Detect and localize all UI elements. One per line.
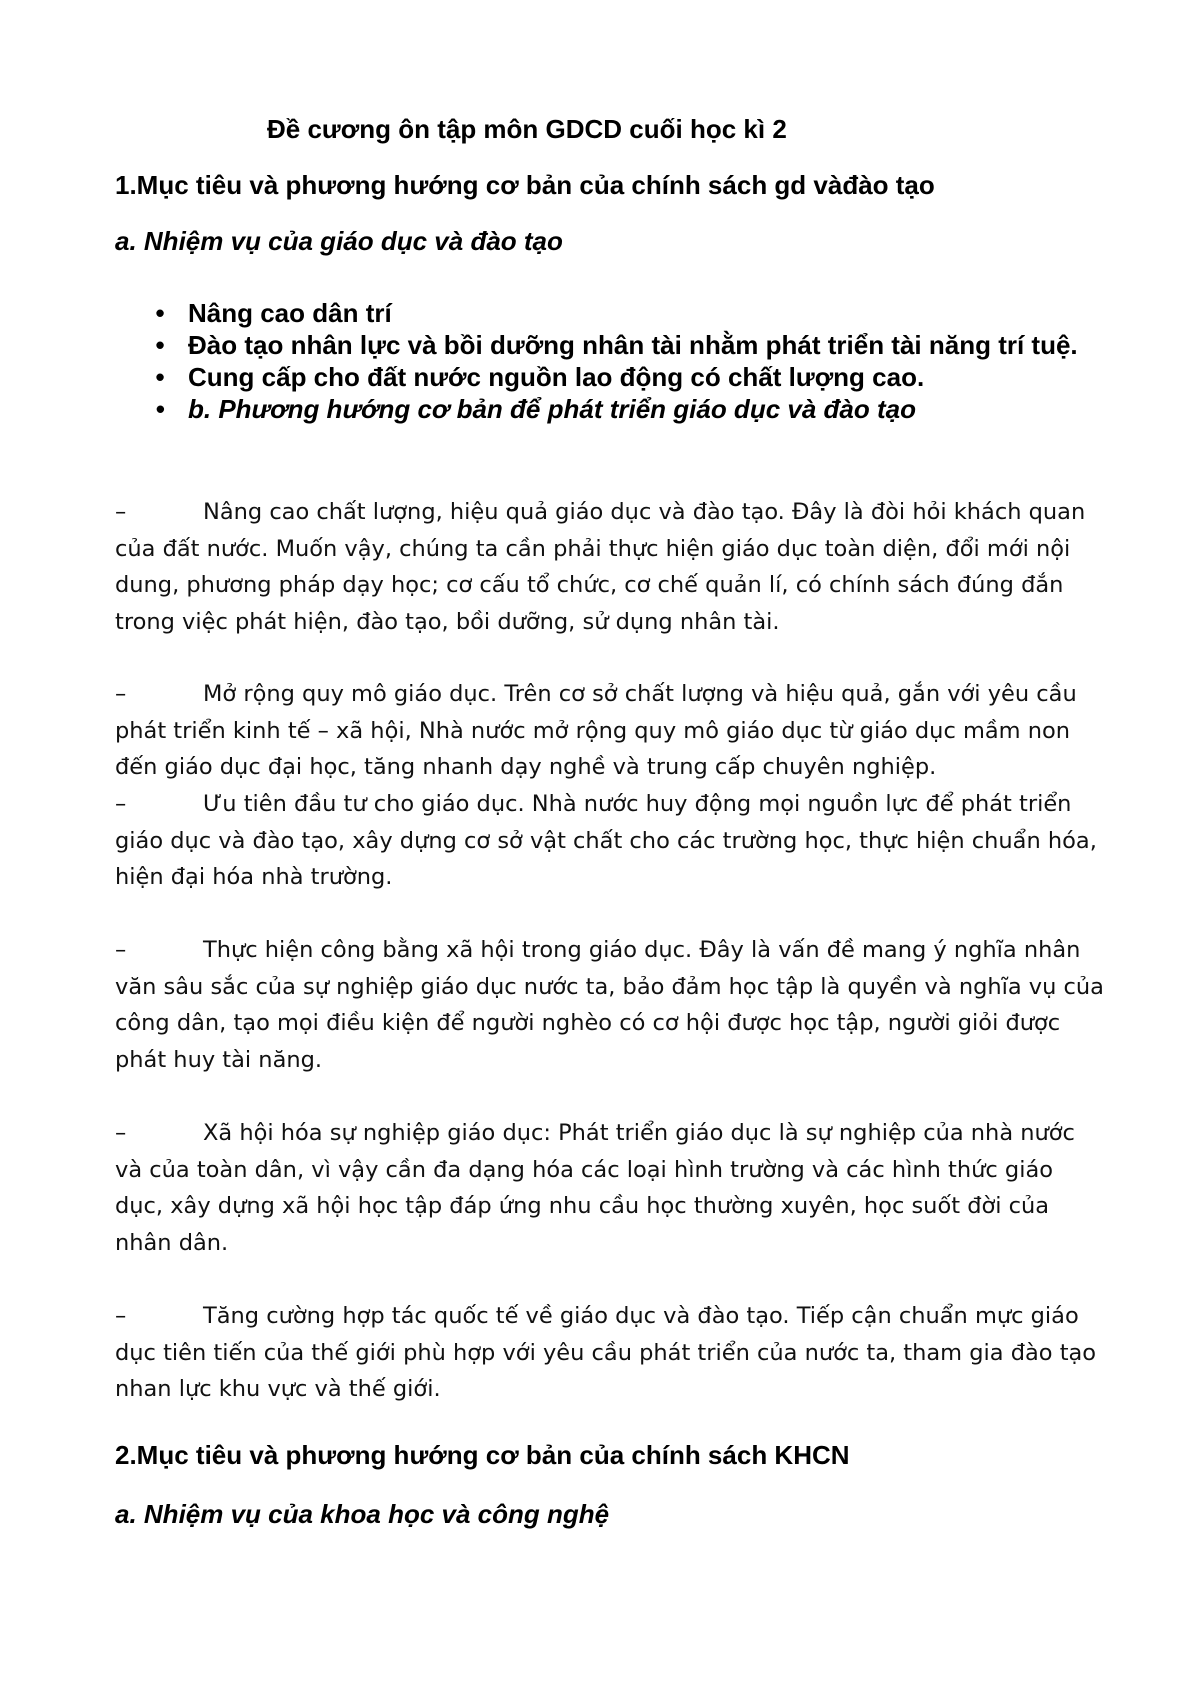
paragraph (115, 1298, 1105, 1408)
paragraph-text: Tăng cường hợp tác quốc tế về giáo dục và đào tạo. Tiếp cận chuẩn mực giáo dục tiên tiến của thế giới phù hợp với yêu cầu phát triển của nước ta, tham gia đào tạo nhan lực khu vực và thế giới. (115, 1303, 1097, 1402)
paragraph (115, 494, 1105, 640)
section-1-subheading-a: a. Nhiệm vụ của giáo dục và đào tạo (115, 226, 563, 256)
dash-marker: – (115, 1303, 127, 1329)
bullet-item (150, 297, 1090, 329)
dash-marker: – (115, 937, 127, 963)
paragraph-text: Thực hiện công bằng xã hội trong giáo dục. Đây là vấn đề mang ý nghĩa nhân văn sâu sắc của sự nghiệp giáo dục nước ta, bảo đảm học tập là quyền và nghĩa vụ của công dân, tạo mọi điều kiện để người nghèo có cơ hội được học tập, người giỏi được phát huy tài năng. (115, 937, 1104, 1073)
paragraph-text: Ưu tiên đầu tư cho giáo dục. Nhà nước huy động mọi nguồn lực để phát triển giáo dục và đào tạo, xây dựng cơ sở vật chất cho các trường học, thực hiện chuẩn hóa, hiện đại hóa nhà trường. (115, 791, 1097, 890)
bullet-item (150, 393, 1090, 425)
bullet-icon: • (155, 330, 165, 360)
bullet-text: Đào tạo nhân lực và bồi dưỡng nhân tài nhằm phát triển tài năng trí tuệ. (188, 330, 1078, 360)
document-title: Đề cương ôn tập môn GDCD cuối học kì 2 (267, 114, 787, 144)
bullet-icon: • (155, 394, 165, 424)
section-1-bullet-list (150, 297, 1090, 425)
paragraph (115, 1115, 1105, 1261)
paragraph (115, 786, 1105, 896)
section-2-heading: 2.Mục tiêu và phương hướng cơ bản của chính sách KHCN (115, 1440, 850, 1470)
bullet-text: Nâng cao dân trí (188, 298, 392, 328)
section-1-heading: 1.Mục tiêu và phương hướng cơ bản của chính sách gd vàđào tạo (115, 170, 935, 200)
paragraph (115, 676, 1105, 786)
dash-marker: – (115, 791, 127, 817)
bullet-item (150, 329, 1090, 361)
dash-marker: – (115, 1120, 127, 1146)
bullet-text: Cung cấp cho đất nước nguồn lao động có chất lượng cao. (188, 362, 925, 392)
section-2-subheading-a: a. Nhiệm vụ của khoa học và công nghệ (115, 1499, 610, 1529)
dash-marker: – (115, 681, 127, 707)
dash-marker: – (115, 499, 127, 525)
bullet-icon: • (155, 362, 165, 392)
paragraph-text: Nâng cao chất lượng, hiệu quả giáo dục và đào tạo. Đây là đòi hỏi khách quan của đất nước. Muốn vậy, chúng ta cần phải thực hiện giáo dục toàn diện, đổi mới nội dung, phương pháp dạy học; cơ cấu tổ chức, cơ chế quản lí, có chính sách đúng đắn trong việc phát hiện, đào tạo, bồi dưỡng, sử dụng nhân tài. (115, 499, 1086, 635)
bullet-item (150, 361, 1090, 393)
bullet-text: b. Phương hướng cơ bản để phát triển giáo dục và đào tạo (188, 394, 916, 424)
paragraph (115, 932, 1105, 1078)
paragraph-text: Mở rộng quy mô giáo dục. Trên cơ sở chất lượng và hiệu quả, gắn với yêu cầu phát triển kinh tế – xã hội, Nhà nước mở rộng quy mô giáo dục từ giáo dục mầm non đến giáo dục đại học, tăng nhanh dạy nghề và trung cấp chuyên nghiệp. (115, 681, 1077, 780)
bullet-icon: • (155, 298, 165, 328)
paragraph-text: Xã hội hóa sự nghiệp giáo dục: Phát triển giáo dục là sự nghiệp của nhà nước và của toàn dân, vì vậy cần đa dạng hóa các loại hình trường và các hình thức giáo dục, xây dựng xã hội học tập đáp ứng nhu cầu học thường xuyên, học suốt đời của nhân dân. (115, 1120, 1075, 1256)
